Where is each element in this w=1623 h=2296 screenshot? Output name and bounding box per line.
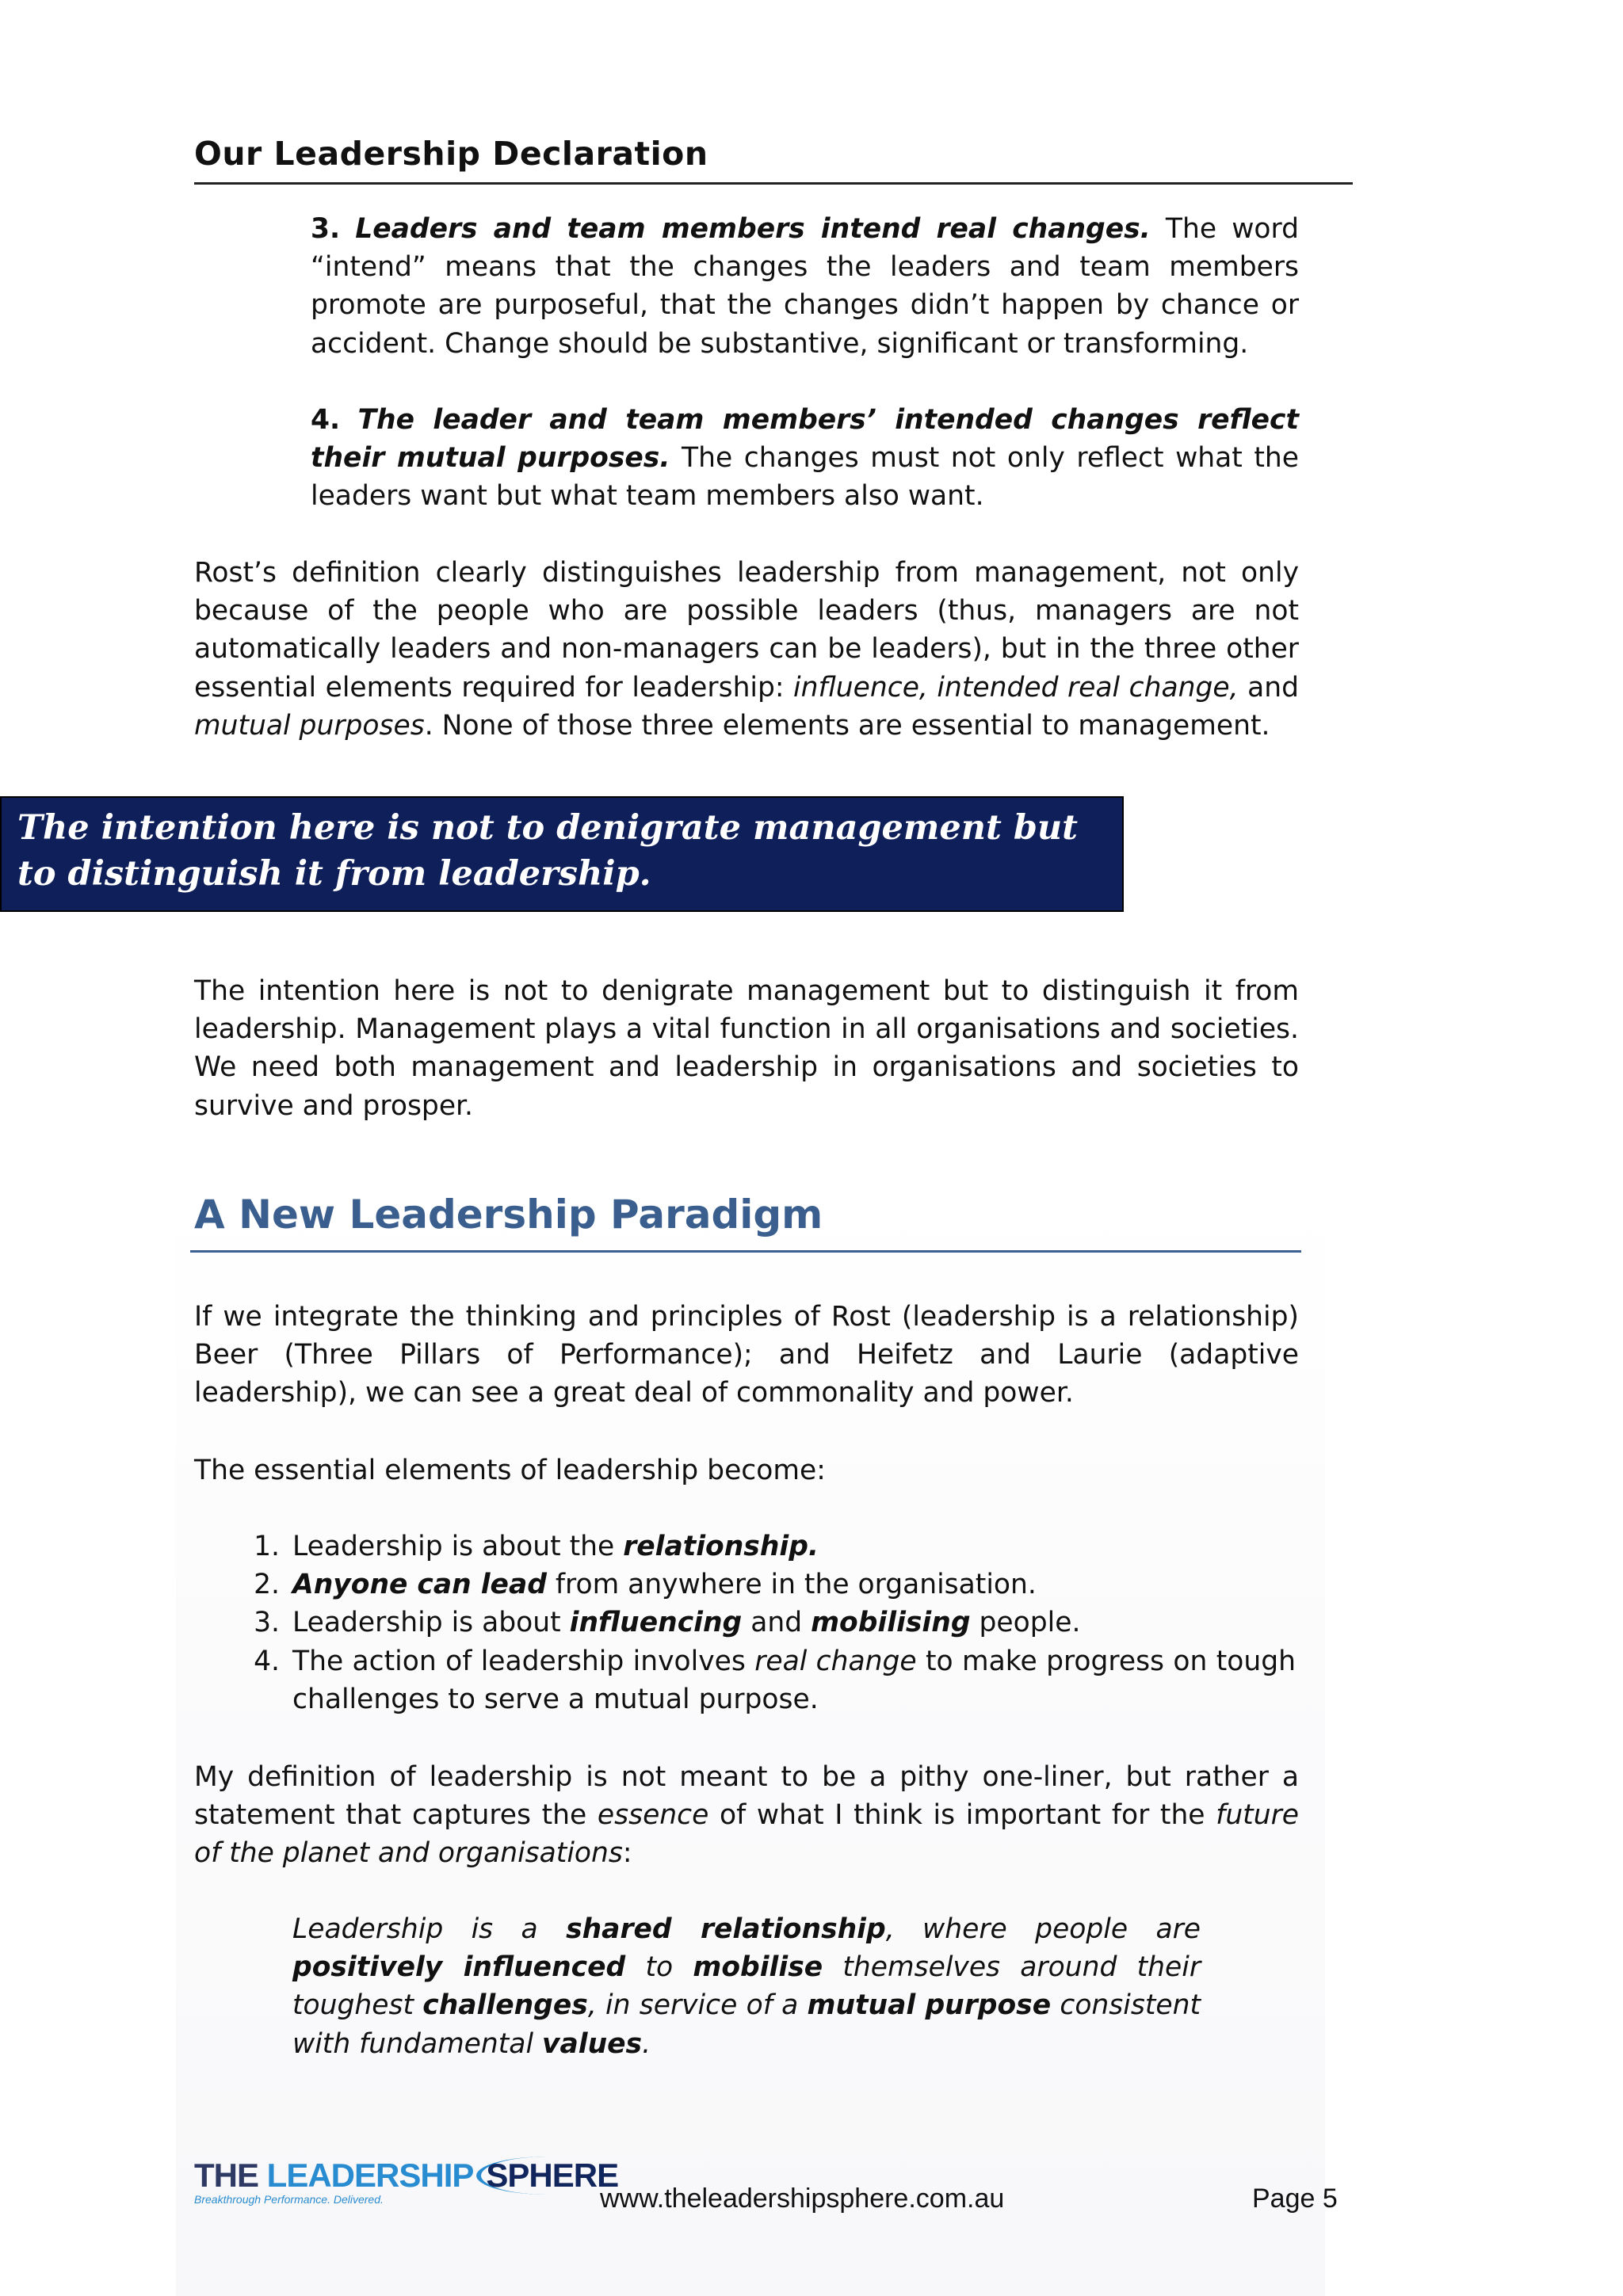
- pull-quote-text: The intention here is not to denigrate management but to distinguish it from leadership.: [17, 808, 1079, 894]
- point-3-body: The word “intend” means that the changes the leaders and team members promote are purposeful, that the changes didn’t happen by chance or accident. Change should be substantive, significant or transforming.: [311, 213, 1299, 360]
- point-4-title: The leader and team members’ intended changes reflect their mutual purposes.: [311, 404, 1299, 475]
- intention-paragraph: The intention here is not to denigrate management but to distinguish it from leadership. Management plays a vital function in all organisations and societies. We need both management and leadership in organisations and societies to survive and prosper.: [194, 975, 1299, 1122]
- definition-italic-1: essence: [597, 1799, 709, 1832]
- list-text: The action of leadership involves real change to make progress on tough challenges to serve a mutual purpose.: [292, 1645, 1296, 1715]
- list-number: 3.: [254, 1607, 280, 1639]
- elements-list: [226, 1527, 1296, 1718]
- leadership-definition-quote: Leadership is a shared relationship, where people are positively influenced to mobilise themselves around their toughest challenges, in service of a mutual purpose consistent with fundamental values.: [292, 1913, 1201, 2060]
- list-number: 1.: [254, 1531, 280, 1562]
- point-4-paragraph: [311, 401, 1299, 516]
- company-logo: [194, 2157, 619, 2206]
- list-text: Leadership is about the relationship.: [292, 1531, 819, 1562]
- list-item: [226, 1527, 1296, 1566]
- logo-leadership: LEADERSHIP: [266, 2157, 474, 2194]
- list-item: [226, 1604, 1296, 1642]
- definition-text-1: My definition of leadership is not meant to be a pithy one-liner, but rather a statement that captures the: [194, 1761, 1299, 1832]
- page-title: Our Leadership Declaration: [194, 135, 708, 173]
- integrate-paragraph: If we integrate the thinking and principles of Rost (leadership is a relationship) Beer (Three Pillars of Performance); and Heifetz and Laurie (adaptive leadership), we can see a great deal of commonality and power.: [194, 1301, 1299, 1409]
- point-4-body: The changes must not only reflect what the leaders want but what team members also want.: [311, 442, 1300, 513]
- list-item: [226, 1642, 1296, 1718]
- rost-italic-1: influence, intended real change,: [793, 671, 1239, 704]
- header-divider: [194, 182, 1353, 185]
- point-3-paragraph: [311, 210, 1299, 363]
- section-divider: [190, 1250, 1301, 1253]
- list-item: [226, 1566, 1296, 1604]
- rost-text-2: and: [1247, 671, 1299, 704]
- list-number: 4.: [254, 1645, 280, 1677]
- logo-sphere: SPHERE: [476, 2157, 618, 2195]
- rost-text-1: Rost’s definition clearly distinguishes leadership from management, not only because of the people who are possible leaders (thus, managers are not automatically leaders and non-managers can be leaders), but in the three other essential elements required for leadership:: [194, 557, 1299, 704]
- page-number: Page 5: [1252, 2183, 1338, 2214]
- definition-paragraph: [194, 1758, 1299, 1873]
- rost-paragraph: [194, 554, 1299, 745]
- rost-italic-2: mutual purposes: [194, 709, 425, 742]
- list-text: Leadership is about influencing and mobilising people.: [292, 1607, 1081, 1639]
- rost-text-3: . None of those three elements are essential to management.: [424, 709, 1270, 742]
- definition-text-3: :: [622, 1837, 632, 1870]
- point-3-title: Leaders and team members intend real changes.: [355, 213, 1151, 245]
- list-text: Anyone can lead from anywhere in the organisation.: [292, 1569, 1037, 1601]
- section-heading: A New Leadership Paradigm: [194, 1192, 823, 1238]
- point-4-number: 4.: [311, 404, 341, 436]
- logo-tagline: Breakthrough Performance. Delivered.: [194, 2193, 384, 2206]
- point-3-number: 3.: [311, 213, 341, 245]
- definition-text-2: of what I think is important for the: [720, 1799, 1205, 1832]
- list-number: 2.: [254, 1569, 280, 1601]
- footer-url: www.theleadershipsphere.com.au: [600, 2183, 1005, 2214]
- logo-the: THE: [194, 2157, 267, 2194]
- definition-italic-2: future of the planet and organisations: [194, 1799, 1299, 1870]
- elements-intro: The essential elements of leadership become:: [194, 1455, 826, 1486]
